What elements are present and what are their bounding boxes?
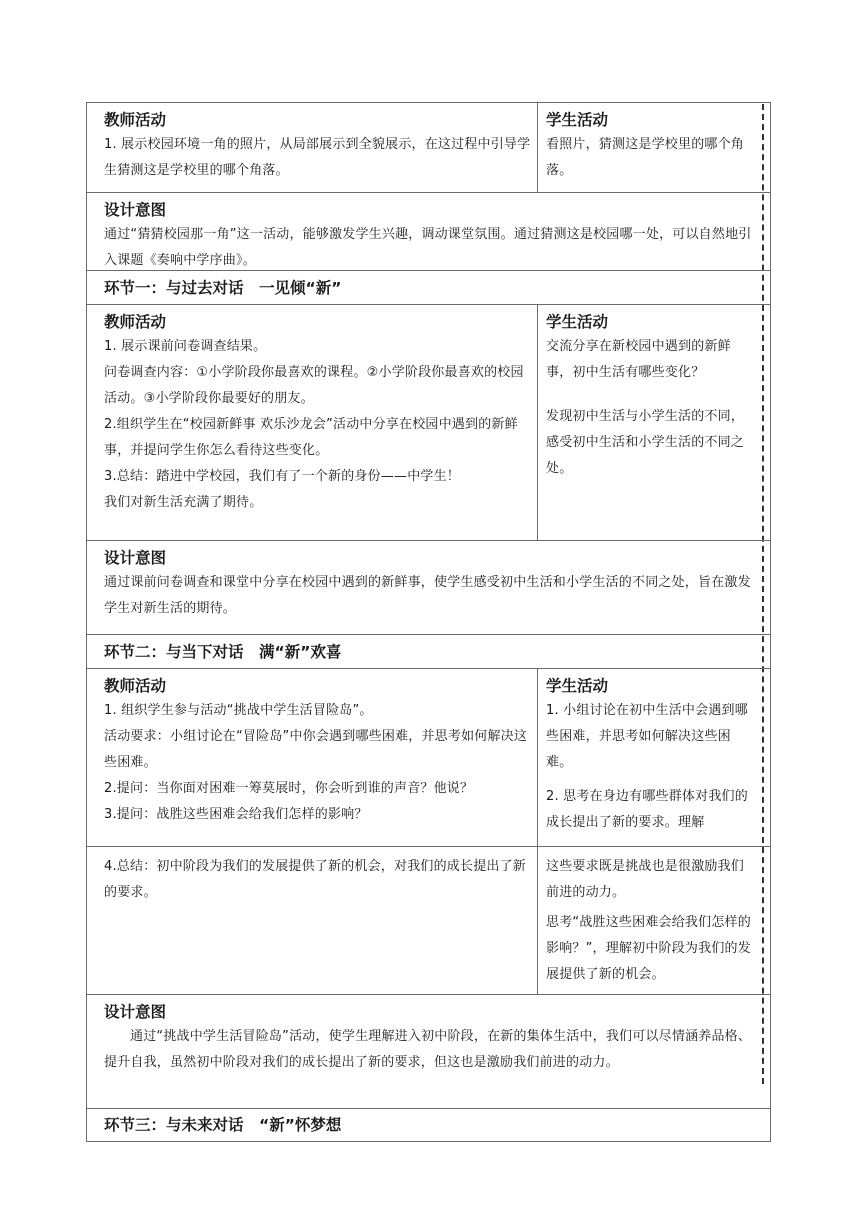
design-intent-cell xyxy=(104,546,756,622)
design-intent-heading: 设计意图 xyxy=(104,201,167,219)
section-heading: 环节一：与过去对话 一见倾“新” xyxy=(104,279,342,297)
column-divider xyxy=(537,668,538,994)
table-rule xyxy=(86,994,771,995)
student-activity-text: 看照片，猜测这是学校里的哪个角落。 xyxy=(546,137,745,178)
teacher-activity-text: 3.总结：踏进中学校园，我们有了一个新的身份——中学生！ xyxy=(104,469,461,484)
table-rule xyxy=(86,634,771,635)
teacher-activity-cell xyxy=(104,310,532,516)
table-rule xyxy=(86,846,771,847)
dashed-margin-line xyxy=(762,104,764,1084)
teacher-activity-text: 活动要求：小组讨论在“冒险岛”中你会遇到哪些困难，并思考如何解决这些困难。 xyxy=(104,729,528,770)
table-rule xyxy=(86,102,771,103)
student-activity-text: 1. 小组讨论在初中生活中会遇到哪些困难，并思考如何解决这些困难。 xyxy=(546,703,748,770)
student-activity-text: 2. 思考在身边有哪些群体对我们的成长提出了新的要求。理解 xyxy=(546,789,748,830)
teacher-activity-text: 1. 展示校园环境一角的照片，从局部展示到全貌展示，在这过程中引导学生猜测这是学校里的哪个角落。 xyxy=(104,137,531,178)
design-intent-text: 通过“挑战中学生活冒险岛”活动，使学生理解进入初中阶段，在新的集体生活中，我们可以尽情涵养品格、提升自我，虽然初中阶段对我们的成长提出了新的要求，但这也是激励我们前进的动力。 xyxy=(104,1029,752,1070)
design-intent-text: 通过“猜猜校园那一角”这一活动，能够激发学生兴趣，调动课堂氛围。通过猜测这是校园哪一处，可以自然地引入课题《奏响中学序曲》。 xyxy=(104,227,752,268)
table-rule xyxy=(86,540,771,541)
design-intent-heading: 设计意图 xyxy=(104,1003,167,1021)
column-divider xyxy=(537,304,538,540)
table-rule xyxy=(86,192,771,193)
design-intent-cell xyxy=(104,198,756,274)
table-rule xyxy=(86,1141,771,1142)
teacher-activity-text: 4.总结：初中阶段为我们的发展提供了新的机会，对我们的成长提出了新的要求。 xyxy=(104,859,527,900)
teacher-activity-text: 2.组织学生在“校园新鲜事 欢乐沙龙会”活动中分享在校园中遇到的新鲜事，并提问学生你怎么看待这些变化。 xyxy=(104,417,518,458)
student-activity-text: 这些要求既是挑战也是很激励我们前进的动力。 xyxy=(546,859,745,900)
teacher-activity-text: 问卷调查内容：①小学阶段你最喜欢的课程。②小学阶段你最喜欢的校园活动。③小学阶段你最要好的朋友。 xyxy=(104,365,524,406)
design-intent-text: 通过课前问卷调查和课堂中分享在校园中遇到的新鲜事，使学生感受初中生活和小学生活的不同之处，旨在激发学生对新生活的期待。 xyxy=(104,575,751,616)
teacher-activity-heading: 教师活动 xyxy=(104,313,167,331)
teacher-activity-cell xyxy=(104,108,532,184)
student-activity-heading: 学生活动 xyxy=(546,313,609,331)
teacher-activity-text: 3.提问：战胜这些困难会给我们怎样的影响？ xyxy=(104,807,368,822)
teacher-activity-text: 我们对新生活充满了期待。 xyxy=(104,495,263,510)
teacher-activity-text: 2.提问：当你面对困难一筹莫展时，你会听到谁的声音？他说？ xyxy=(104,781,474,796)
teacher-activity-text: 1. 组织学生参与活动“挑战中学生活冒险岛”。 xyxy=(104,703,373,718)
column-divider xyxy=(537,102,538,192)
table-rule xyxy=(86,668,771,669)
table-rule xyxy=(86,304,771,305)
teacher-activity-cell xyxy=(104,674,532,828)
student-activity-text: 交流分享在新校园中遇到的新鲜事，初中生活有哪些变化？ xyxy=(546,339,731,380)
student-activity-heading: 学生活动 xyxy=(546,677,609,695)
teacher-activity-heading: 教师活动 xyxy=(104,111,167,129)
teacher-activity-heading: 教师活动 xyxy=(104,677,167,695)
table-rule xyxy=(86,1108,771,1109)
student-activity-heading: 学生活动 xyxy=(546,111,609,129)
section-heading: 环节三：与未来对话 “新”怀梦想 xyxy=(104,1116,342,1134)
student-activity-text: 思考“战胜这些困难会给我们怎样的影响？”，理解初中阶段为我们的发展提供了新的机会。 xyxy=(546,915,751,982)
student-activity-cell xyxy=(546,310,756,482)
teacher-activity-cell xyxy=(104,854,532,906)
student-activity-text: 发现初中生活与小学生活的不同，感受初中生活和小学生活的不同之处。 xyxy=(546,409,745,476)
student-activity-cell xyxy=(546,854,756,988)
design-intent-heading: 设计意图 xyxy=(104,549,167,567)
section-heading: 环节二：与当下对话 满“新”欢喜 xyxy=(104,643,342,661)
design-intent-cell xyxy=(104,1000,756,1076)
teacher-activity-text: 1. 展示课前问卷调查结果。 xyxy=(104,339,267,354)
student-activity-cell xyxy=(546,108,756,184)
student-activity-cell xyxy=(546,674,756,836)
